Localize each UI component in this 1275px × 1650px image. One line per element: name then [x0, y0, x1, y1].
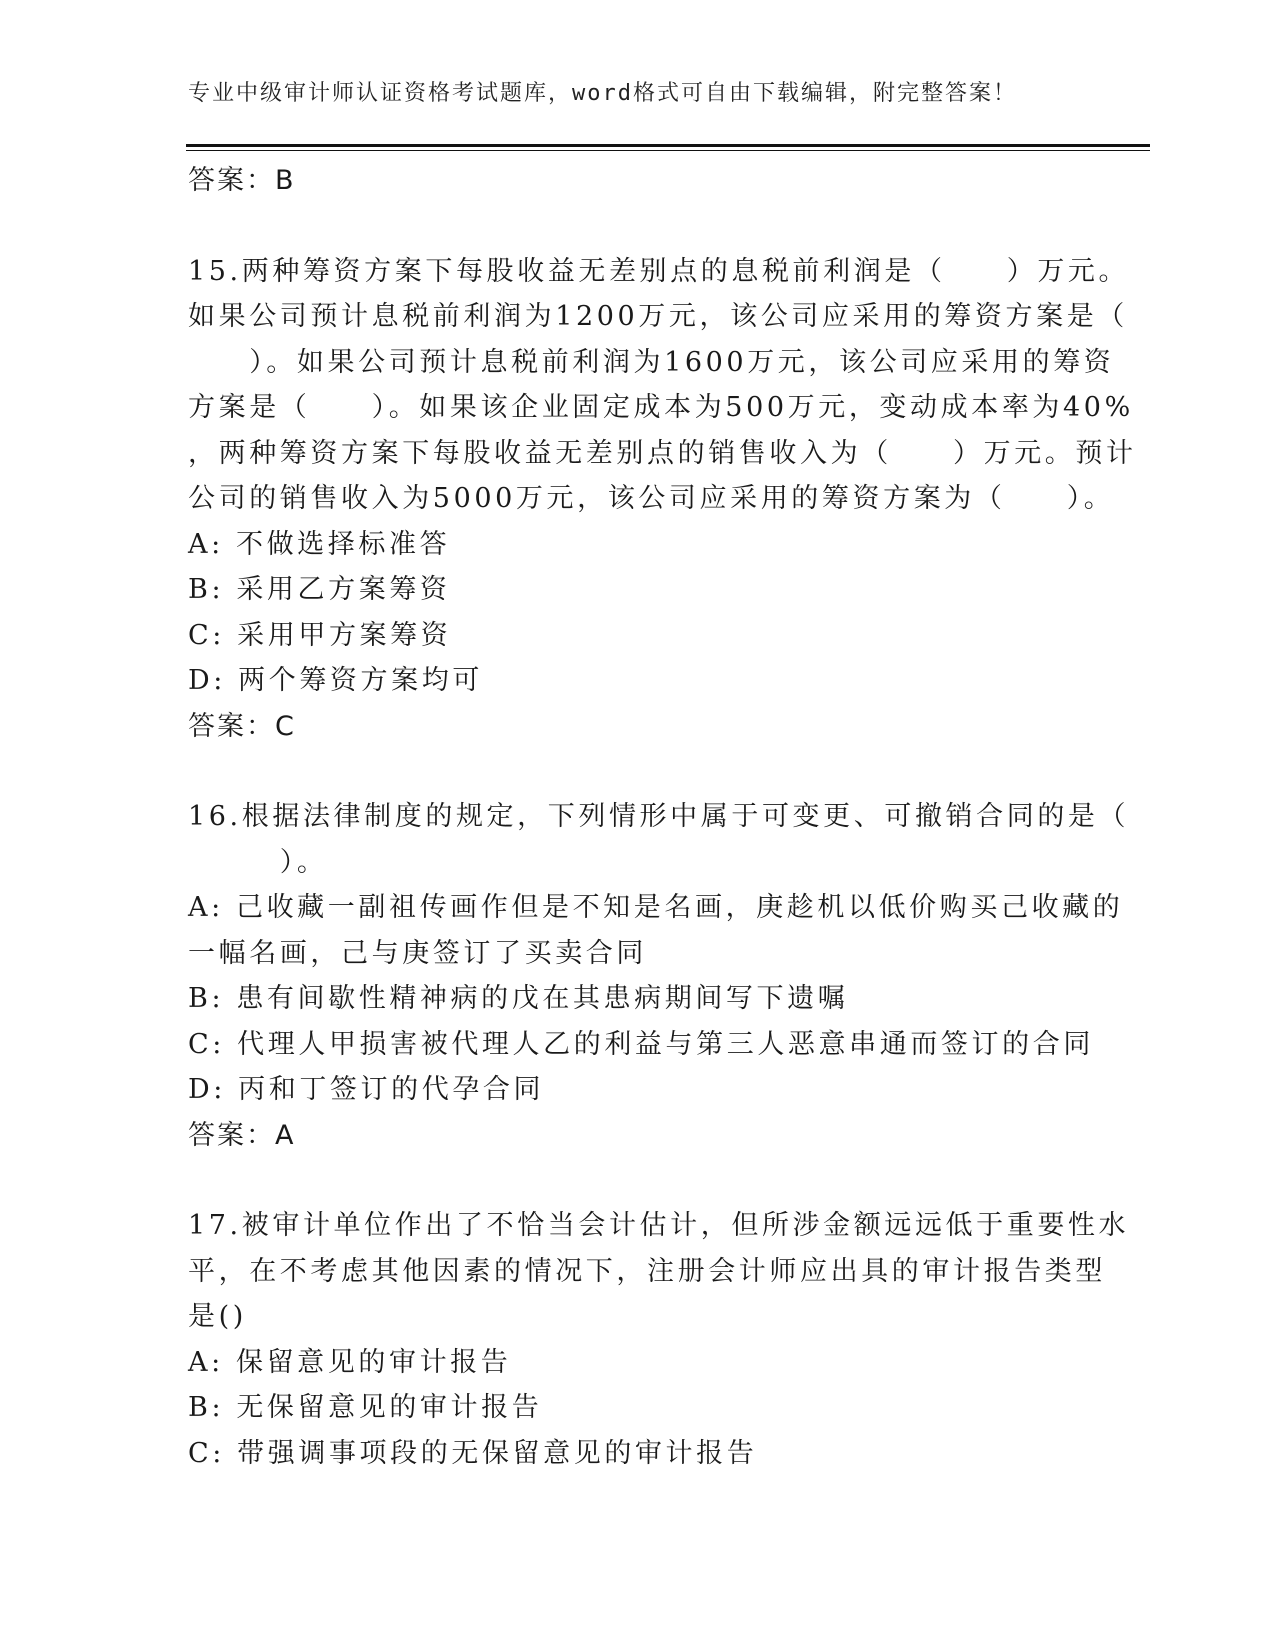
spacer: [188, 749, 1088, 794]
question-text-line: 如果公司预计息税前利润为1200万元，该公司应采用的筹资方案是（: [188, 301, 1128, 332]
question-text-line: ）。如果公司预计息税前利润为1600万元，该公司应采用的筹资: [188, 346, 1115, 378]
header-divider: [186, 144, 1150, 147]
option-d: D: 丙和丁签订的代孕合同: [188, 1074, 545, 1105]
option-a: A: 保留意见的审计报告: [188, 1346, 512, 1378]
question-17: [188, 1203, 1130, 1476]
question-text-line: ）。: [188, 846, 328, 878]
answer-previous: 答案：B: [188, 165, 296, 196]
question-text-line: 平，在不考虑其他因素的情况下，注册会计师应出具的审计报告类型: [188, 1255, 1106, 1287]
question-15: [188, 249, 1137, 750]
document-body: [188, 158, 1137, 1476]
question-text-line: 16.根据法律制度的规定，下列情形中属于可变更、可撤销合同的是（: [188, 801, 1130, 832]
answer-16: 答案：A: [188, 1119, 296, 1151]
spacer: [188, 1158, 1088, 1203]
page-header: 专业中级审计师认证资格考试题库，word格式可自由下载编辑，附完整答案！: [188, 81, 1017, 106]
option-a-continued: 一幅名画，己与庚签订了买卖合同: [188, 937, 647, 969]
option-b: B: 患有间歇性精神病的戊在其患病期间写下遗嘱: [188, 983, 849, 1014]
question-text-line: 15.两种筹资方案下每股收益无差别点的息税前利润是（ ）万元。: [188, 255, 1130, 287]
question-text-line: 方案是（ ）。如果该企业固定成本为500万元，变动成本率为40%: [188, 392, 1134, 423]
option-a: A: 不做选择标准答: [188, 528, 451, 560]
option-b: B: 无保留意见的审计报告: [188, 1392, 543, 1423]
question-text-line: 是(): [188, 1301, 247, 1332]
option-a: A: 己收藏一副祖传画作但是不知是名画，庚趁机以低价购买己收藏的: [188, 892, 1124, 923]
question-text-line: 公司的销售收入为5000万元，该公司应采用的筹资方案为（ ）。: [188, 483, 1115, 514]
question-16: [188, 794, 1130, 1158]
option-d: D: 两个筹资方案均可: [188, 665, 483, 696]
option-c: C: 带强调事项段的无保留意见的审计报告: [188, 1437, 758, 1469]
spacer: [188, 204, 1088, 249]
question-text-line: ，两种筹资方案下每股收益无差别点的销售收入为（ ）万元。预计: [188, 437, 1137, 469]
option-c: C: 采用甲方案筹资: [188, 619, 452, 651]
question-text-line: 17.被审计单位作出了不恰当会计估计，但所涉金额远远低于重要性水: [188, 1210, 1130, 1241]
header-divider-thin: [186, 150, 1150, 151]
answer-15: 答案：C: [188, 710, 296, 742]
option-c: C: 代理人甲损害被代理人乙的利益与第三人恶意串通而签订的合同: [188, 1028, 1094, 1060]
option-b: B: 采用乙方案筹资: [188, 574, 451, 605]
